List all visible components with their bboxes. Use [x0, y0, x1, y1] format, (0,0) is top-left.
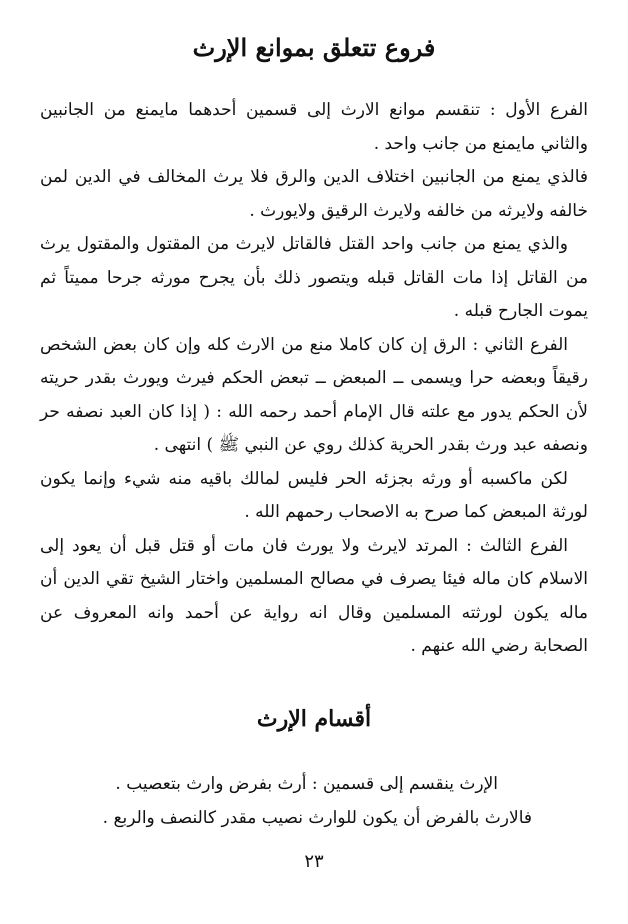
paragraph-both-sides: فالذي يمنع من الجانبين اختلاف الدين والرق فلا يرث المخالف في الدين لمن خالفه ولايرثه من خالفه ولايرث الرقيق ولايورث . — [40, 167, 588, 221]
paragraph-fixed-share: فالارث بالفرض أن يكون للوارث نصيب مقدر كالنصف والربع . — [102, 807, 532, 828]
paragraph-one-side: والذي يمنع من جانب واحد القتل فالقاتل لايرث من المقتول والمقتول يرث من القاتل إذا مات القاتل قبله ويتصور ذلك بأن يجرح مورثه جرحا مميتاً ثم يموت الجارح قبله . — [40, 234, 588, 321]
paragraph-second-branch: الفرع الثاني : الرق إن كان كاملا منع من الارث كله وإن كان بعض الشخص رقيقاً وبعضه حرا ويسمى ــ المبعض ــ تبعض الحكم فيرث ويورث بقدر حريته لأن الحكم يدور مع علته قال الإمام أحمد رحمه الله : ( إذا كان العبد نصفه حر ونصفه عبد ورث بقدر الحرية كذلك روي عن النبي ﷺ ) انتهى . — [40, 334, 588, 455]
page-number: ٢٣ — [304, 851, 324, 872]
paragraph-third-branch: الفرع الثالث : المرتد لايرث ولا يورث فان مات أو قتل قبل أن يعود إلى الاسلام كان ماله فيئا يصرف في مصالح المسلمين واختار الشيخ تقي الدين أن ماله يكون لورثته المسلمين وقال انه رواية عن أحمد وانه المعروف عن الصحابة رضي الله عنهم . — [40, 535, 588, 656]
body-text-2 — [40, 768, 588, 835]
paragraph-first-branch: الفرع الأول : تنقسم موانع الارث إلى قسمين أحدهما مايمنع من الجانبين والثاني مايمنع من جانب واحد . — [40, 100, 588, 154]
body-text — [40, 94, 588, 664]
page-title: فروع تتعلق بموانع الإرث — [192, 33, 436, 62]
paragraph-partial-slave: لكن ماكسبه أو ورثه بجزئه الحر فليس لمالك باقيه منه شيء وإنما يكون لورثة المبعض كما صرح به الاصحاب رحمهم الله . — [40, 468, 588, 522]
section-heading: أقسام الإرث — [256, 706, 372, 732]
paragraph-inheritance-types: الإرث ينقسم إلى قسمين : أرث بفرض وارث بتعصيب . — [115, 774, 498, 794]
